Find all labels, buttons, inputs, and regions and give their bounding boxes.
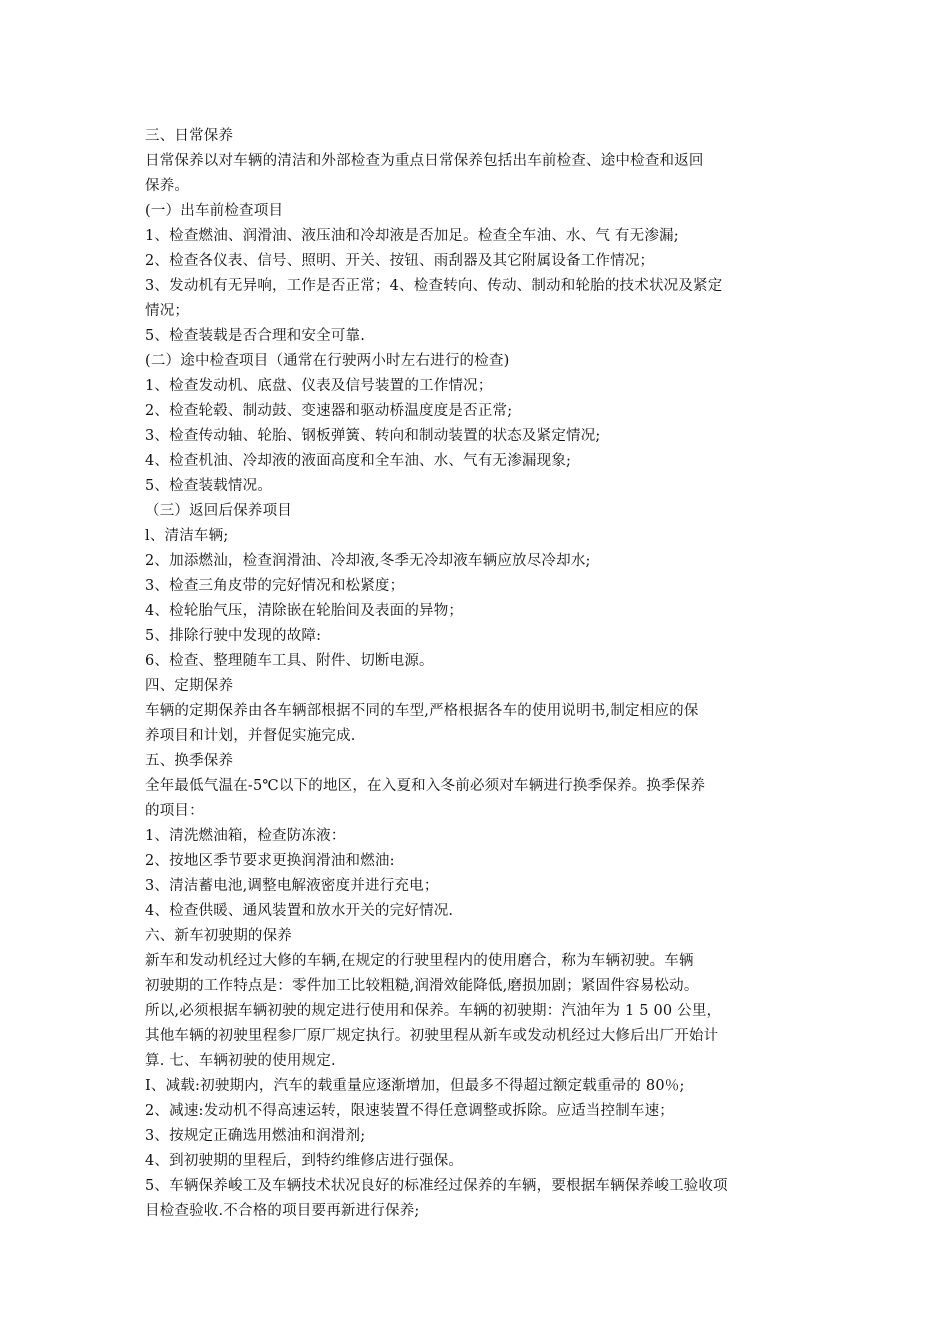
text-line: 全年最低气温在-5℃以下的地区，在入夏和入冬前必须对车辆进行换季保养。换季保养: [145, 778, 706, 794]
text-line: 新车和发动机经过大修的车辆,在规定的行驶里程内的使用磨合，称为车辆初驶。车辆: [145, 953, 694, 969]
text-line: 4、检查供暖、通风装置和放水开关的完好情况.: [145, 903, 454, 919]
text-line: 2、按地区季节要求更换润滑油和燃油:: [145, 853, 395, 869]
text-line: 5、检查装载情况。: [145, 478, 273, 494]
text-line: 1、清洗燃油箱，检查防冻液：: [145, 828, 346, 844]
text-line: 目检查验收.不合格的项目要再新进行保养;: [145, 1203, 420, 1219]
text-line: (二）途中检查项目（通常在行驶两小时左右进行的检查): [145, 353, 510, 369]
text-line: 3、按规定正确选用燃油和润滑剂;: [145, 1128, 366, 1144]
text-line: 6、检查、整理随车工具、附件、切断电源。: [145, 653, 434, 669]
text-line: 三、日常保养: [145, 128, 234, 144]
text-line: 2、减速:发动机不得高速运转，限速装置不得任意调整或拆除。应适当控制车速；: [145, 1103, 675, 1119]
text-line: 3、发动机有无异响，工作是否正常；4、检查转向、传动、制动和轮胎的技术状况及紧定: [145, 278, 723, 294]
text-line: 养项目和计划，并督促实施完成.: [145, 728, 356, 744]
text-line: 1、检查燃油、润滑油、液压油和冷却液是否加足。检查全车油、水、气 有无渗漏;: [145, 228, 679, 244]
text-line: l、清洁车辆;: [145, 528, 229, 544]
text-line: 车辆的定期保养由各车辆部根据不同的车型,严格根据各车的使用说明书,制定相应的保: [145, 703, 699, 719]
text-line: 2、检查轮毂、制动鼓、变速器和驱动桥温度度是否正常;: [145, 403, 513, 419]
text-line: 3、检查三角皮带的完好情况和松紧度；: [145, 578, 405, 594]
text-line: 5、检查装载是否合理和安全可靠.: [145, 328, 366, 344]
text-line: 情况；: [145, 303, 190, 319]
text-line: 2、加添燃汕，检查润滑油、冷却液,冬季无冷却液车辆应放尽冷却水;: [145, 553, 591, 569]
text-line: I、减载:初驶期内，汽车的载重量应逐渐增加，但最多不得超过额定载重帚的 80％;: [145, 1078, 685, 1094]
text-line: 4、检轮胎气压，清除嵌在轮胎间及表面的异物；: [145, 603, 464, 619]
text-line: 初驶期的工作特点是：零件加工比较粗糙,润滑效能降低,磨损加剧；紧固件容易松动。: [145, 978, 699, 994]
text-line: 4、到初驶期的里程后，到特约维修店进行强保。: [145, 1153, 464, 1169]
text-line: 1、检查发动机、底盘、仪表及信号装置的工作情况；: [145, 378, 493, 394]
text-line: 的项目：: [145, 803, 204, 819]
text-line: 保养。: [145, 178, 190, 194]
document-body: [145, 124, 807, 1224]
text-line: 2、检查各仪表、信号、照明、开关、按钮、雨刮器及其它附属设备工作情况；: [145, 253, 655, 269]
text-line: 5、车辆保养峻工及车辆技术状况良好的标准经过保养的车辆，要根据车辆保养峻工验收项: [145, 1178, 728, 1194]
text-line: 4、检查机油、冷却液的液面高度和全车油、水、气有无渗漏现象;: [145, 453, 572, 469]
text-line: 所以,必须根据车辆初驶的规定进行使用和保养。车辆的初驶期：汽油年为 1 5 00 公里，: [145, 1003, 722, 1019]
text-line: 五、换季保养: [145, 753, 234, 769]
text-line: 六、新车初驶期的保养: [145, 928, 292, 944]
text-line: (一）出车前检查项目: [145, 203, 284, 219]
text-line: 日常保养以对车辆的清洁和外部检查为重点日常保养包括出车前检查、途中检查和返回: [145, 153, 704, 169]
text-line: 5、排除行驶中发现的故障:: [145, 628, 322, 644]
text-line: 3、清洁蓄电池,调整电解液密度并进行充电；: [145, 878, 439, 894]
text-line: （三）返回后保养项目: [145, 503, 292, 519]
text-line: 其他车辆的初驶里程参厂原厂规定执行。初驶里程从新车或发动机经过大修后出厂开始计: [145, 1028, 719, 1044]
text-line: 3、检查传动轴、轮胎、钢板弹簧、转向和制动装置的状态及紧定情况;: [145, 428, 601, 444]
text-line: 四、定期保养: [145, 678, 234, 694]
text-line: 算. 七、车辆初驶的使用规定.: [145, 1053, 336, 1069]
